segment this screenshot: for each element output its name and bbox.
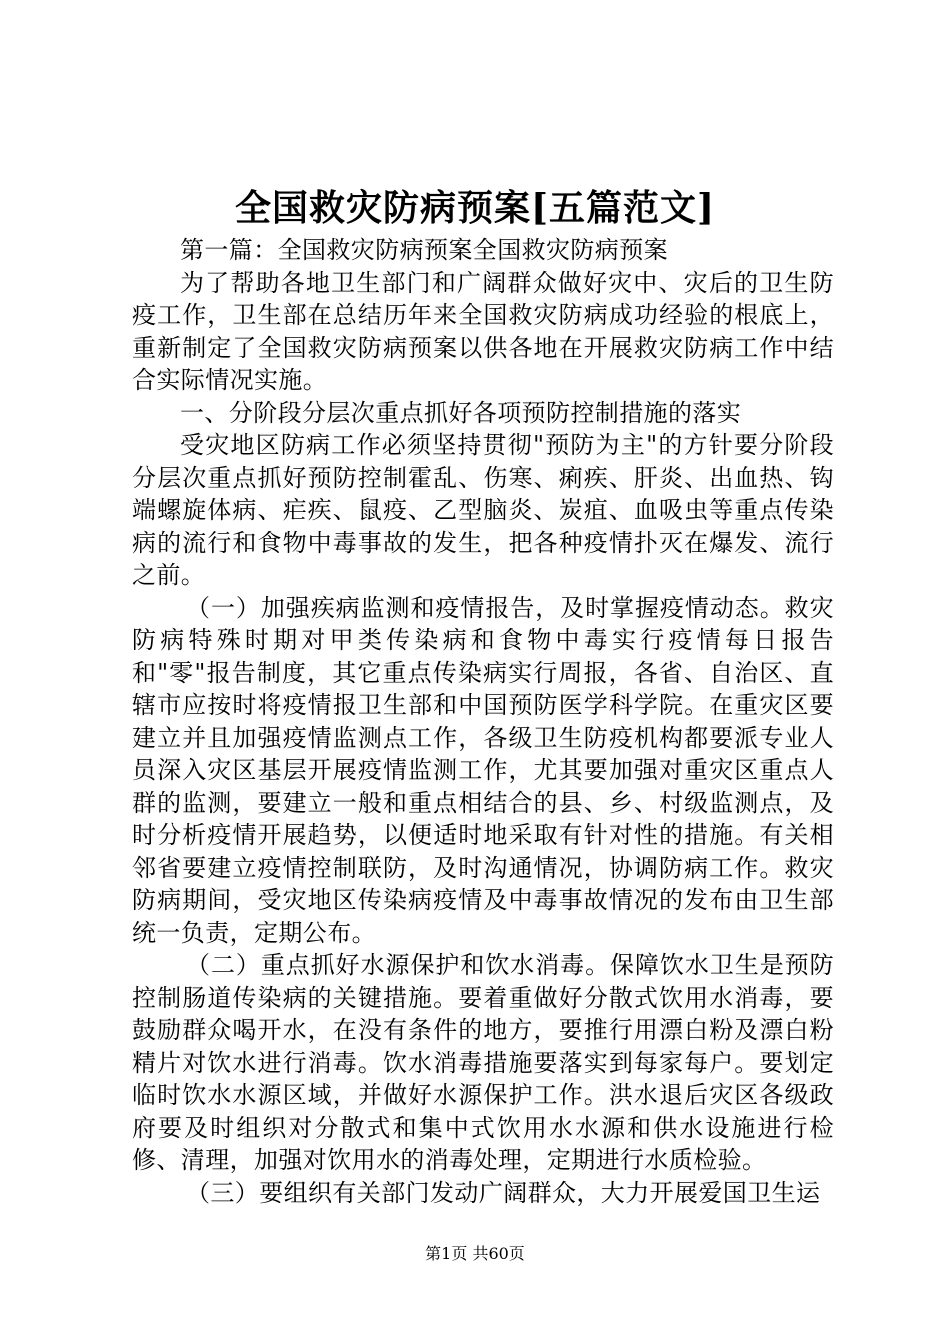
paragraph-intro: 为了帮助各地卫生部门和广阔群众做好灾中、灾后的卫生防疫工作，卫生部在总结历年来全国救灾防病成功经验的根底上，重新制定了全国救灾防病预案以供各地在开展救灾防病工作中结合实际情况实施。: [132, 268, 834, 394]
paragraph-section-heading: 第一篇：全国救灾防病预案全国救灾防病预案: [180, 236, 668, 264]
paragraph-heading-one: 一、分阶段分层次重点抓好各项预防控制措施的落实: [180, 398, 742, 427]
paragraph-item-2-water: （二）重点抓好水源保护和饮水消毒。保障饮水卫生是预防控制肠道传染病的关键措施。要着重做好分散式饮用水消毒，要鼓励群众喝开水，在没有条件的地方，要推行用漂白粉及漂白粉精片对饮水进行消毒。饮水消毒措施要落实到每家每户。要划定临时饮水水源区域，并做好水源保护工作。洪水退后灾区各级政府要及时组织对分散式和集中式饮用水水源和供水设施进行检修、清理，加强对饮用水的消毒处理，定期进行水质检验。: [132, 951, 834, 1174]
paragraph-item-1-monitoring: （一）加强疾病监测和疫情报告，及时掌握疫情动态。救灾防病特殊时期对甲类传染病和食物中毒实行疫情每日报告和"零"报告制度，其它重点传染病实行周报，各省、自治区、直辖市应按时将疫情报卫生部和中国预防医学科学院。在重灾区要建立并且加强疫情监测点工作，各级卫生防疫机构都要派专业人员深入灾区基层开展疫情监测工作，尤其要加强对重灾区重点人群的监测，要建立一般和重点相结合的县、乡、村级监测点，及时分析疫情开展趋势，以便适时地采取有针对性的措施。有关相邻省要建立疫情控制联防，及时沟通情况，协调防病工作。救灾防病期间，受灾地区传染病疫情及中毒事故情况的发布由卫生部统一负责，定期公布。: [132, 593, 834, 947]
document-body: [132, 234, 834, 1209]
page-footer: 第1页 共60页: [425, 1244, 525, 1263]
paragraph-item-3-mobilize: （三）要组织有关部门发动广阔群众，大力开展爱国卫生运: [186, 1178, 821, 1207]
paragraph-prevention-policy: 受灾地区防病工作必须坚持贯彻"预防为主"的方针要分阶段分层次重点抓好预防控制霍乱、伤寒、痢疾、肝炎、出血热、钩端螺旋体病、疟疾、鼠疫、乙型脑炎、炭疽、血吸虫等重点传染病的流行和食物中毒事故的发生，把各种疫情扑灭在爆发、流行之前。: [132, 431, 834, 589]
document-title: 全国救灾防病预案[五篇范文]: [234, 187, 716, 229]
